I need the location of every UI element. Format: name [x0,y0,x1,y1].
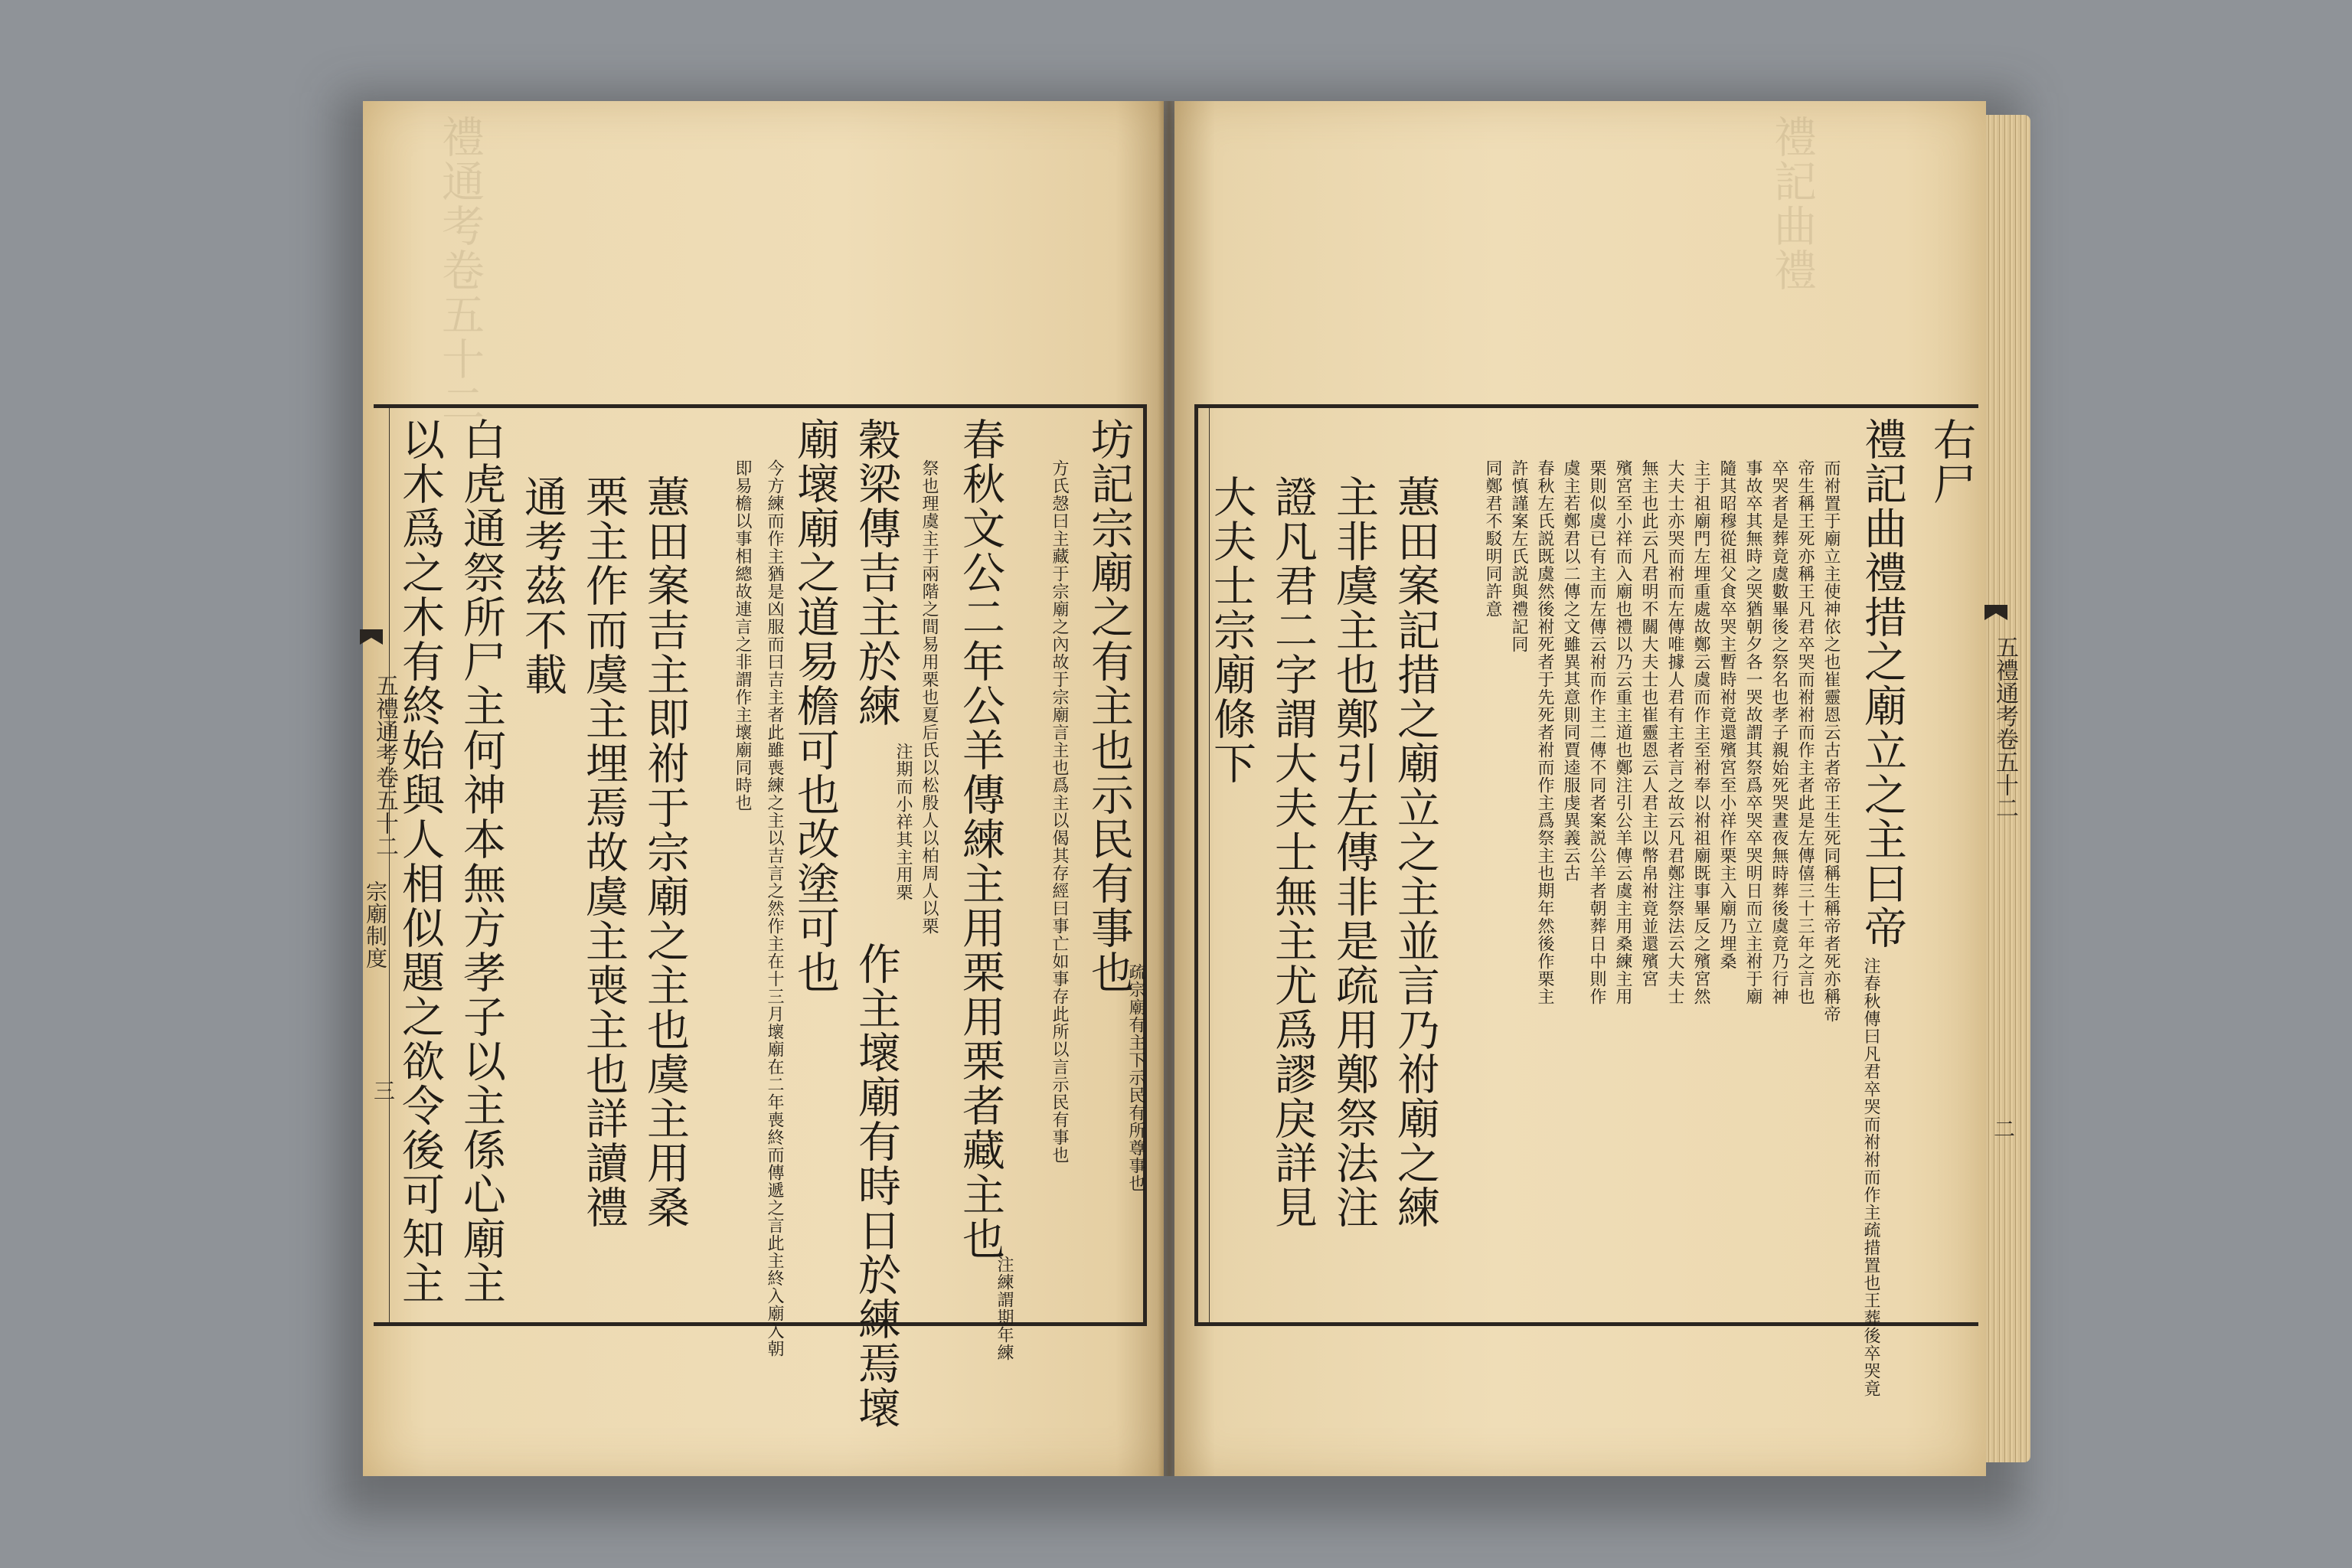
text-column: 坊記宗廟之有主也示民有事也 [1084,417,1134,995]
annotation: 注期而小祥其主用栗 [893,743,913,901]
text-column: 蕙田案記措之廟立之主並言乃祔廟之練 [1390,475,1440,1230]
text-column: 穀梁傳吉主於練 [851,417,901,728]
text-column: 通考茲不載 [518,475,567,697]
text-column: 證凡君二字謂大夫士無主尤爲謬戾詳見 [1268,475,1318,1230]
annotation: 隨其昭穆從祖父食卒哭主暫時祔竟還殯宮至小祥作栗主入廟乃埋桑 [1717,459,1736,970]
annotation: 注練謂期年練 [995,1256,1014,1361]
annotation: 方氏愨曰主藏于宗廟之內故于宗廟言主也爲主以偈其存經曰事亡如事存此所以言示民有事也 [1050,459,1069,1164]
bank-title: 五禮通考卷五十二 [371,674,398,858]
annotation: 栗則似虞已有主而左傳云祔而作主二傳不同者案説公羊者朝葬日中則作 [1587,459,1606,1005]
text-column: 白虎通祭所尸主何神本無方孝子以主係心廟主 [456,417,506,1305]
annotation: 卒哭者是葬竟虞數畢後之祭名也孝子親始死哭晝夜無時葬後虞竟乃行神 [1769,459,1788,1005]
bank-folio: 二 [1991,1118,2016,1139]
heading-right-shi: 右尸 [1926,417,1976,506]
bank-folio: 三 [371,1080,396,1101]
text-column: 以木爲之木有終始與人相似題之欲令後可知主 [395,417,445,1305]
annotation: 虞主若鄭君以二傳之文雖異其意則同賈逵服虔異義云古 [1561,459,1580,882]
annotation: 許慎謹案左氏説與禮記同 [1509,459,1528,653]
text-column: 禮記曲禮措之廟立之主曰帝 [1857,417,1907,950]
annotation: 春秋左氏説既虞然後祔死者于先死者祔而作主爲祭主也期年然後作栗主 [1535,459,1554,1005]
show-through-text: 禮記曲禮 [1767,115,1817,292]
annotation: 祭也理虞主于兩階之間易用栗也夏后氏以松殷人以柏周人以栗 [920,459,939,935]
annotation: 事故卒其無時之哭猶朝夕各一哭故謂其祭爲卒哭卒哭明日而立主祔于廟 [1743,459,1762,1005]
text-column: 春秋文公二年公羊傳練主用栗用栗者藏主也 [956,417,1005,1261]
text-column: 蕙田案吉主即祔于宗廟之主也虞主用桑 [640,475,690,1230]
bank-title: 五禮通考卷五十二 [1991,635,2018,819]
annotation: 而祔置于廟立主使神依之也崔靈恩云古者帝王生死同稱生稱帝者死亦稱帝 [1821,459,1841,1023]
annotation: 疏宗廟有主下示民有所尊事也 [1126,963,1145,1192]
text-column: 廟壞廟之道易檐可也改塗可也 [790,417,840,995]
annotation: 主于祖廟門左埋重處故鄭云虞而作主至祔奉以祔祖廟既事畢反之殯宮然 [1691,459,1710,1005]
annotation: 注春秋傳曰凡君卒哭而祔祔而作主疏措置也王葬後卒哭竟 [1861,957,1880,1397]
annotation: 即易檐以事相總故連言之非謂作主壞廟同時也 [733,459,752,812]
annotation: 大夫士亦哭而祔而左傳唯據人君有主者言之故云凡君鄭注祭法云大夫士 [1665,459,1684,1005]
text-column: 作主壞廟有時日於練焉壞 [851,942,901,1430]
annotation: 帝生稱王死亦稱王凡君卒哭而祔祔而作主者此是左傳僖三十三年之言也 [1795,459,1815,1005]
annotation: 同鄭君不駁明同許意 [1483,459,1502,618]
text-column: 主非虞主也鄭引左傳非是疏用鄭祭法注 [1329,475,1379,1230]
text-column: 栗主作而虞主埋焉故虞主喪主也詳讀禮 [579,475,629,1230]
text-column: 大夫士宗廟條下 [1207,475,1256,786]
annotation: 無主也此云凡君明不關大夫士也崔靈恩云人君主以幣帛祔竟並還殯宮 [1639,459,1658,988]
bank-chapter: 宗廟制度 [363,880,388,969]
show-through-text: 禮通考卷五十二 [435,115,485,426]
annotation: 今方練而作主猶是凶服而曰吉主者此雖喪練之主以吉言之然作主在十三月壞廟在二年喪終而傳遞之言此主終入廟入朝 [765,459,784,1357]
annotation: 殯宮至小祥而入廟也禮以乃云重主道也鄭注引公羊傳云虞主用桑練主用 [1613,459,1632,1005]
